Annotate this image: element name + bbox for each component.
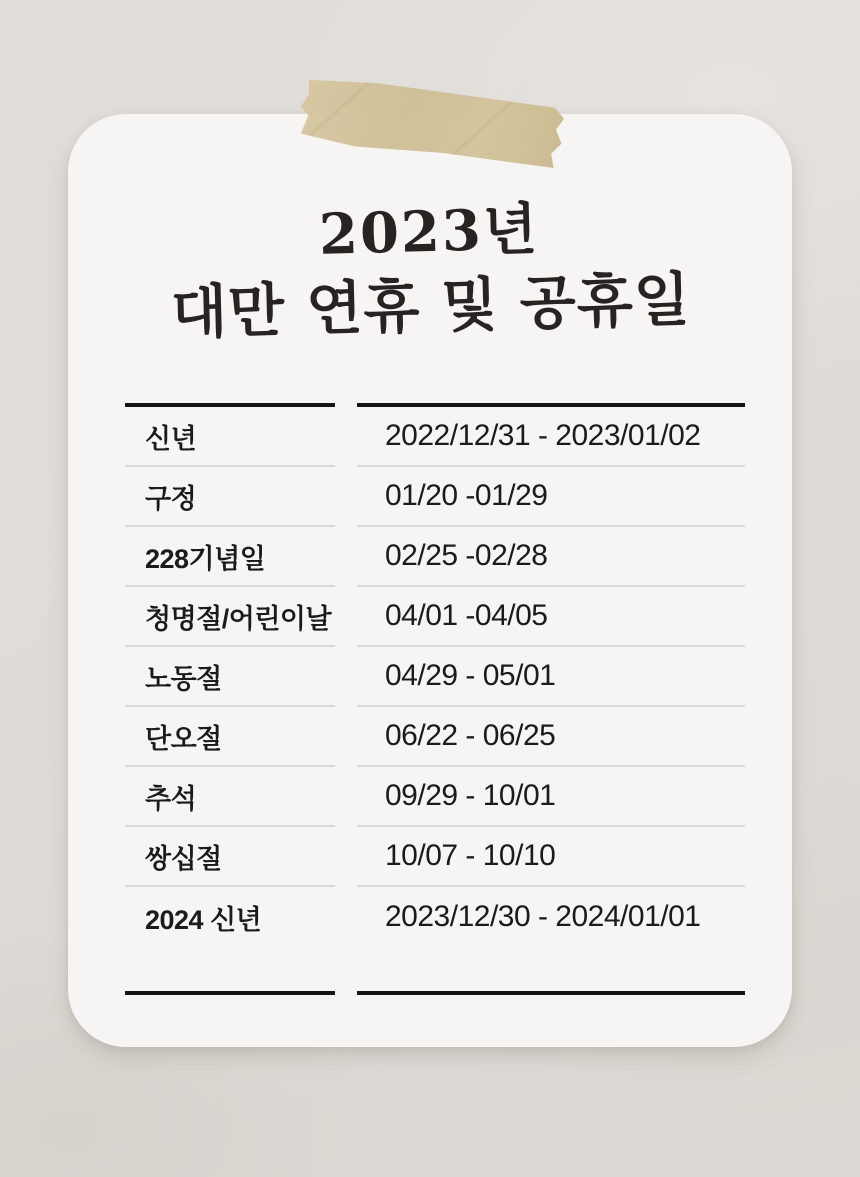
holiday-dates: 04/01 -04/05 — [357, 587, 745, 647]
poster-title-subtitle: 대만 연휴 및 공휴일 — [170, 265, 692, 347]
holiday-name: 신년 — [125, 407, 335, 467]
poster-title — [66, 191, 793, 352]
holiday-name: 228기념일 — [125, 527, 335, 587]
poster-title-year: 2023년 — [318, 196, 540, 268]
holiday-dates: 02/25 -02/28 — [357, 527, 745, 587]
holiday-name: 청명절/어린이날 — [125, 587, 335, 647]
holiday-dates: 2022/12/31 - 2023/01/02 — [357, 407, 745, 467]
holiday-dates: 06/22 - 06/25 — [357, 707, 745, 767]
holiday-name: 노동절 — [125, 647, 335, 707]
table-bottom-rule-right — [357, 991, 745, 995]
holiday-card — [68, 114, 792, 1047]
holiday-name: 구정 — [125, 467, 335, 527]
holiday-name: 2024 신년 — [145, 904, 262, 935]
holiday-dates: 09/29 - 10/01 — [357, 767, 745, 827]
holiday-name: 단오절 — [125, 707, 335, 767]
holiday-dates: 2023/12/30 - 2024/01/01 — [385, 900, 701, 933]
table-bottom-rules — [125, 991, 745, 995]
holiday-dates: 04/29 - 05/01 — [357, 647, 745, 707]
holiday-dates: 01/20 -01/29 — [357, 467, 745, 527]
holiday-name: 추석 — [125, 767, 335, 827]
holiday-dates: 10/07 - 10/10 — [357, 827, 745, 887]
table-bottom-rule-left — [125, 991, 335, 995]
holiday-name: 쌍십절 — [125, 827, 335, 887]
table-rows — [125, 407, 745, 947]
holiday-table — [125, 403, 745, 995]
